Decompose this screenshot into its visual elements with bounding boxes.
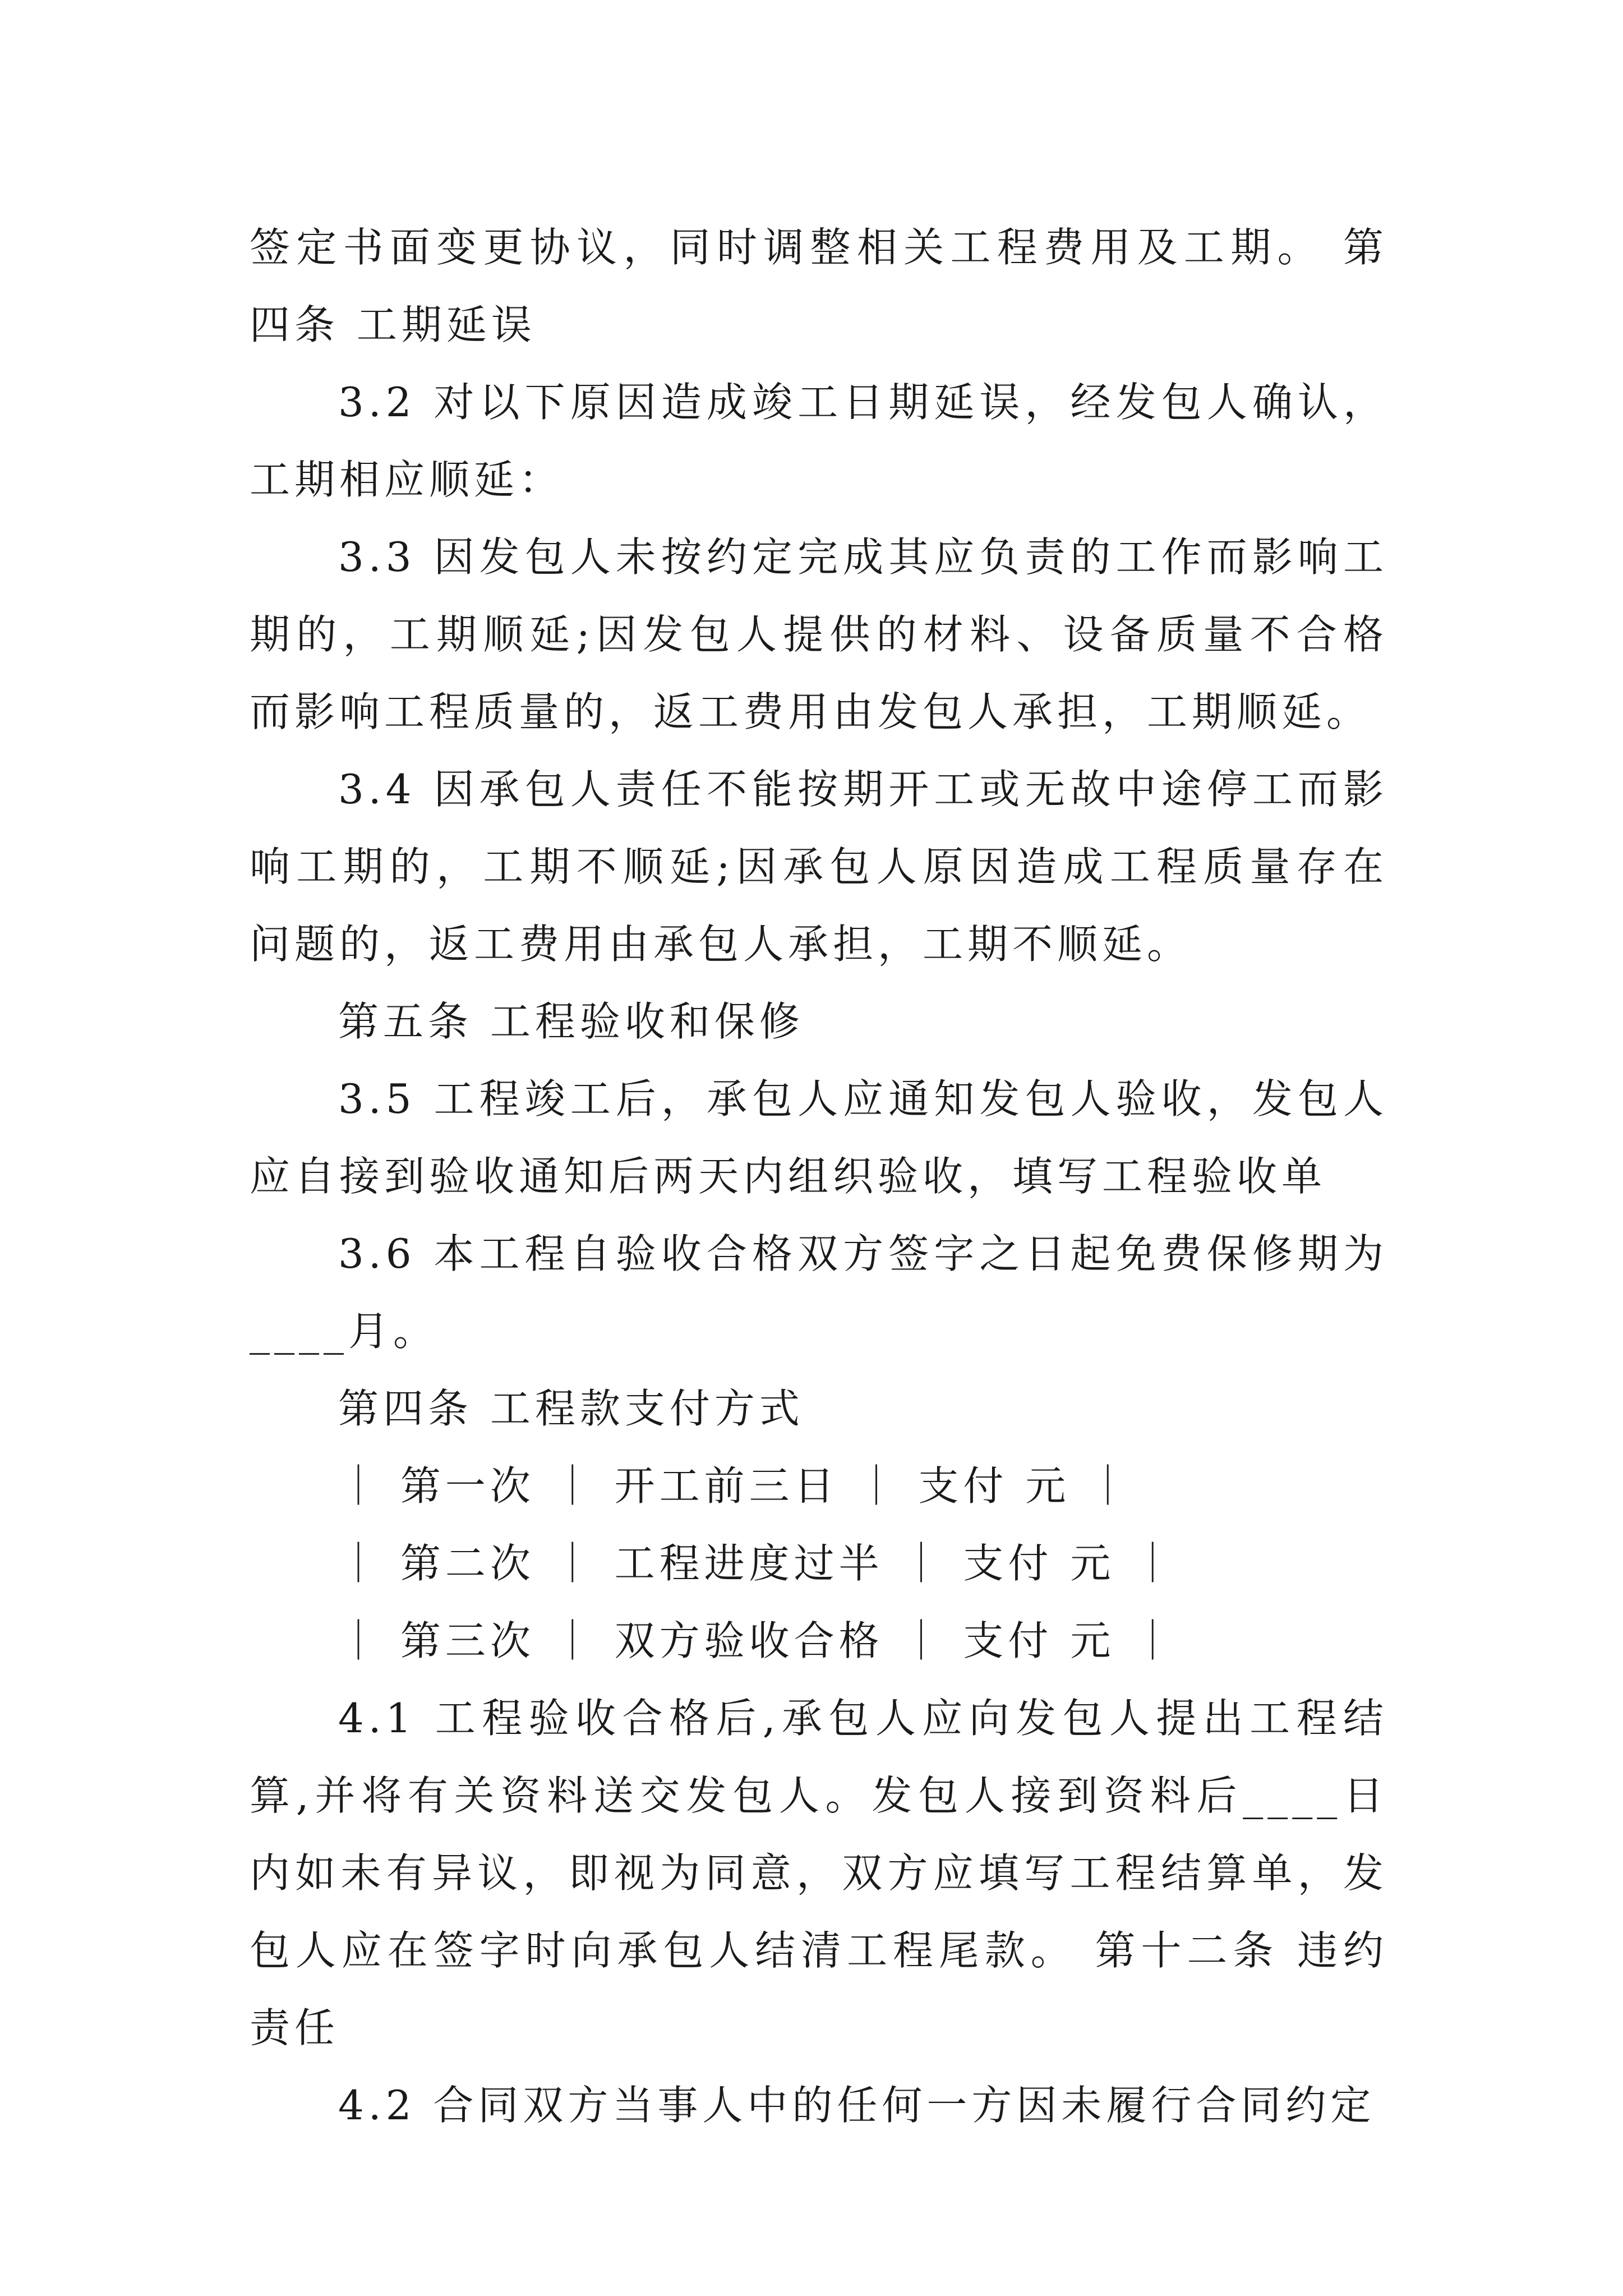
paragraph-3-6: 3.6 本工程自验收合格双方签字之日起免费保修期为____月。	[250, 1230, 1388, 1355]
paragraph-3-4: 3.4 因承包人责任不能按期开工或无故中途停工而影响工期的，工期不顺延;因承包人原因造成工程质量存在问题的，返工费用由承包人承担，工期不顺延。	[250, 766, 1388, 968]
paragraph-4-1: 4.1 工程验收合格后,承包人应向发包人提出工程结算,并将有关资料送交发包人。发包人接到资料后____日内如未有异议，即视为同意，双方应填写工程结算单，发包人应在签字时向承包人结清工程尾款。 第十二条 违约责任	[250, 1695, 1388, 2051]
paragraph-4-2: 4.2 合同双方当事人中的任何一方因未履行合同约定	[338, 2082, 1376, 2129]
paragraph-3-3: 3.3 因发包人未按约定完成其应负责的工作而影响工期的，工期顺延;因发包人提供的材料、设备质量不合格而影响工程质量的，返工费用由发包人承担，工期顺延。	[250, 533, 1388, 735]
payment-row-first: ｜ 第一次 ｜ 开工前三日 ｜ 支付 元 ｜	[338, 1462, 1133, 1510]
paragraph-3-5: 3.5 工程竣工后，承包人应通知发包人验收，发包人应自接到验收通知后两天内组织验收，填写工程验收单	[250, 1075, 1388, 1200]
payment-row-second: ｜ 第二次 ｜ 工程进度过半 ｜ 支付 元 ｜	[338, 1540, 1178, 1587]
payment-row-third: ｜ 第三次 ｜ 双方验收合格 ｜ 支付 元 ｜	[338, 1617, 1178, 1664]
document-body	[250, 209, 1388, 2144]
paragraph-3-2: 3.2 对以下原因造成竣工日期延误，经发包人确认，工期相应顺延：	[250, 379, 1388, 503]
heading-article-5: 第五条 工程验收和保修	[338, 998, 804, 1045]
paragraph-change-agreement: 签定书面变更协议，同时调整相关工程费用及工期。 第四条 工期延误	[250, 224, 1388, 348]
heading-payment-method: 第四条 工程款支付方式	[338, 1385, 804, 1432]
